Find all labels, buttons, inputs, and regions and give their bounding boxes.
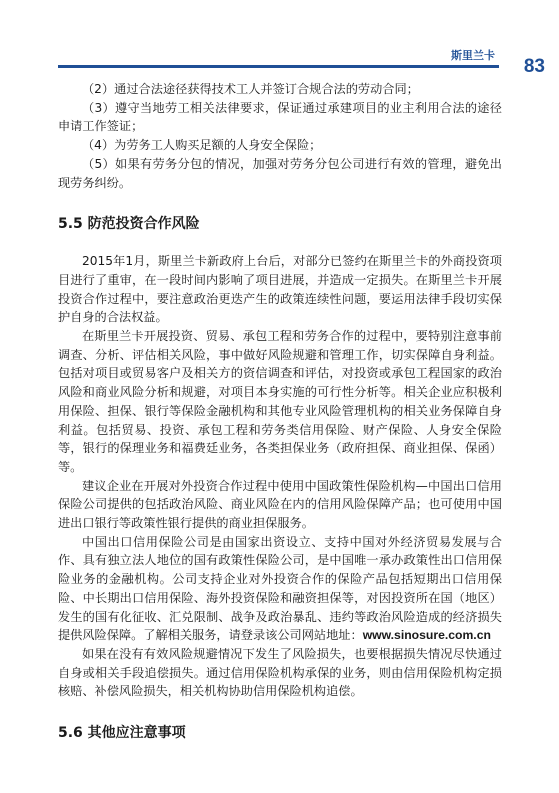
website-link[interactable]: www.sinosure.com.cn [362,628,491,643]
paragraph-text: 中国出口信用保险公司是由国家出资设立、支持中国对外经济贸易发展与合作、具有独立法人地位的国有政策性保险公司，是中国唯一承办政策性出口信用保险业务的金融机构。公司支持企业对外投资合作的保险产品包括短期出口信用保险、中长期出口信用保险、海外投资保险和融资担保等，对因投资所在国（地区）发生的国有化征收、汇兑限制、战争及政治暴乱、违约等政治风险造成的经济损失提供风险保障。了解相关服务，请登录该公司网站地址： [58,534,502,643]
paragraph [58,533,502,645]
labor-measures-list [58,80,502,192]
page-number: 83 [523,56,545,77]
header-rule [58,65,499,68]
section-heading-5-6: 5.6 其他应注意事项 [58,725,186,742]
section-5-5-body [58,252,502,701]
paragraph: 在斯里兰卡开展投资、贸易、承包工程和劳务合作的过程中，要特别注意事前调查、分析、评估相关风险，事中做好风险规避和管理工作，切实保障自身利益。包括对项目或贸易客户及相关方的资信调查和评估，对投资或承包工程国家的政治风险和商业风险分析和规避，对项目本身实施的可行性分析等。相关企业应积极利用保险、担保、银行等保险金融机构和其他专业风险管理机构的相关业务保障自身利益。包括贸易、投资、承包工程和劳务类信用保险、财产保险、人身安全保险等，银行的保理业务和福费廷业务，各类担保业务（政府担保、商业担保、保函）等。 [58,329,502,474]
paragraph: 如果在没有有效风险规避情况下发生了风险损失，也要根据损失情况尽快通过自身或相关手段追偿损失。通过信用保险机构承保的业务，则由信用保险机构定损核赔、补偿风险损失，相关机构协助信用保险机构追偿。 [58,646,502,699]
page-content [58,80,502,761]
list-item: （5）如果有劳务分包的情况，加强对劳务分包公司进行有效的管理，避免出现劳务纠纷。 [58,156,502,190]
section-heading-5-5: 5.5 防范投资合作风险 [58,216,200,233]
chapter-title: 斯里兰卡 [451,49,495,62]
page-header [0,0,559,80]
list-item: （3）遵守当地劳工相关法律要求，保证通过承建项目的业主利用合法的途径申请工作签证； [58,100,502,134]
paragraph: 建议企业在开展对外投资合作过程中使用中国政策性保险机构—中国出口信用保险公司提供的包括政治风险、商业风险在内的信用风险保障产品；也可使用中国进出口银行等政策性银行提供的商业担保服务。 [58,478,502,531]
paragraph: 2015年1月，斯里兰卡新政府上台后，对部分已签约在斯里兰卡的外商投资项目进行了重审，在一段时间内影响了项目进展，并造成一定损失。在斯里兰卡开展投资合作过程中，要注意政治更迭产生的政策连续性问题，要运用法律手段切实保护自身的合法权益。 [58,254,502,325]
list-item: （4）为劳务工人购买足额的人身安全保险； [82,138,322,153]
list-item: （2）通过合法途径获得技术工人并签订合规合法的劳动合同； [82,82,419,96]
